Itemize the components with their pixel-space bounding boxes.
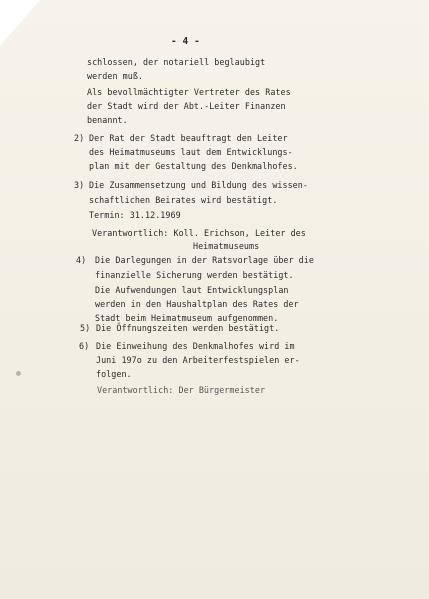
item3-deadline: Termin: 31.12.1969: [89, 210, 181, 220]
item3-responsible: Heimatmuseums: [193, 241, 260, 251]
item6-line: Die Einweihung des Denkmalhofes wird im: [96, 341, 295, 351]
item-number: 6): [79, 341, 90, 351]
item-number: 2): [74, 133, 85, 143]
intro-line: Als bevollmächtigter Vertreter des Rates: [87, 87, 291, 97]
item2-line: plan mit der Gestaltung des Denkmalhofes.: [89, 161, 298, 171]
intro-line: werden muß.: [87, 71, 144, 81]
item4-line: Stadt beim Heimatmuseum aufgenommen.: [95, 313, 279, 323]
intro-line: schlossen, der notariell beglaubigt: [87, 57, 266, 67]
item4-line: Die Aufwendungen laut Entwicklungsplan: [95, 285, 289, 295]
item2-line: des Heimatmuseums laut dem Entwicklungs-: [89, 147, 293, 157]
item3-line: Die Zusammensetzung und Bildung des wissen-: [89, 180, 308, 190]
item6-responsible: Verantwortlich: Der Bürgermeister: [97, 385, 266, 395]
item4-line: Die Darlegungen in der Ratsvorlage über die: [95, 255, 314, 265]
punch-hole: [16, 371, 21, 376]
intro-line: benannt.: [87, 115, 128, 125]
item2-line: Der Rat der Stadt beauftragt den Leiter: [89, 133, 288, 143]
item4-line: finanzielle Sicherung werden bestätigt.: [95, 270, 294, 280]
item-number: 4): [76, 255, 87, 265]
page-number: - 4 -: [171, 36, 200, 47]
intro-line: der Stadt wird der Abt.-Leiter Finanzen: [87, 101, 286, 111]
item6-line: Juni 197o zu den Arbeiterfestspielen er-: [96, 355, 300, 365]
item6-line: folgen.: [96, 369, 132, 379]
item5-line: Die Öffnungszeiten werden bestätigt.: [96, 323, 280, 333]
item-number: 5): [80, 323, 91, 333]
item4-line: werden in den Haushaltplan des Rates der: [95, 299, 299, 309]
item3-line: schaftlichen Beirates wird bestätigt.: [89, 195, 278, 205]
folded-corner: [0, 0, 40, 46]
item3-responsible: Verantwortlich: Koll. Erichson, Leiter des: [92, 228, 306, 238]
item-number: 3): [74, 180, 85, 190]
